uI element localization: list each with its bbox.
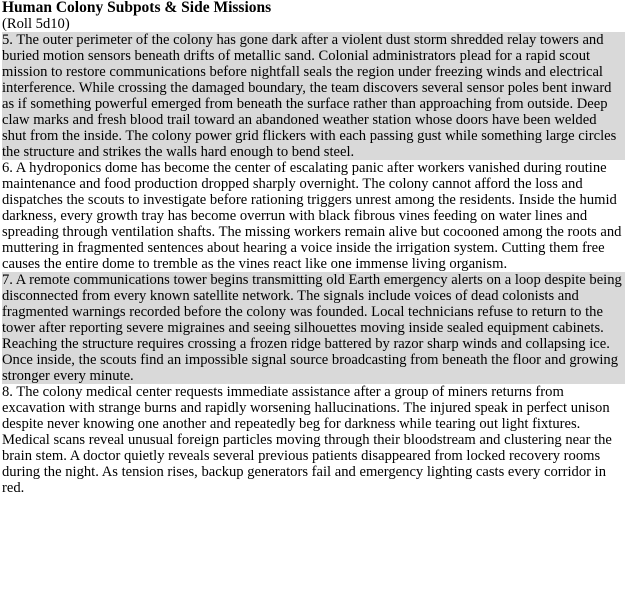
document-title: Human Colony Subpots & Side Missions [2, 0, 272, 16]
mission-entry-8: 8. The colony medical center requests immediate assistance after a group of miners returns from excavation with strange burns and rapidly worsening hallucinations. The injured speak in perfect unison despite never knowing one another and repeatedly beg for darkness while tearing out light fixtures. Medical scans reveal unusual foreign particles moving through their bloodstream and clustering near the brain stem. A doctor quietly reveals several previous patients disappeared from locked recovery rooms during the night. As tension rises, backup generators fail and emergency lighting casts every corridor in red. [2, 384, 612, 496]
mission-entry-7: 7. A remote communications tower begins transmitting old Earth emergency alerts on a loop despite being disconnected from every known satellite network. The signals include voices of dead colonists and fragmented warnings recorded before the colony was founded. Local technicians refuse to return to the tower after reporting severe migraines and seeing silhouettes moving inside sealed equipment cabinets. Reaching the structure requires crossing a frozen ridge battered by razor sharp winds and collapsing ice. Once inside, the scouts find an impossible signal source broadcasting from beneath the floor and growing stronger every minute. [2, 272, 625, 384]
mission-entry-6: 6. A hydroponics dome has become the center of escalating panic after workers vanished during routine maintenance and food production dropped sharply overnight. The colony cannot afford the loss and dispatches the scouts to investigate before rationing triggers unrest among the residents. Inside the humid darkness, every growth tray has become overrun with black fibrous vines feeding on water lines and spreading through ventilation shafts. The missing workers remain alive but cocooned among the roots and muttering in fragmented sentences about hearing a voice inside the irrigation system. Cutting them free causes the entire dome to tremble as the vines react like one immense living organism. [2, 160, 622, 272]
roll-instruction: (Roll 5d10) [2, 16, 70, 32]
mission-entry-5: 5. The outer perimeter of the colony has gone dark after a violent dust storm shredded relay towers and buried motion sensors beneath drifts of metallic sand. Colonial administrators plead for a rapid scout mission to restore communications before nightfall seals the region under freezing winds and electrical interference. While crossing the damaged boundary, the team discovers several sensor poles bent inward as if something powerful emerged from beneath the surface rather than approaching from outside. Deep claw marks and fresh blood trail toward an abandoned weather station whose doors have been welded shut from the inside. The colony power grid flickers with each passing gust while something large circles the structure and strikes the walls hard enough to bend steel. [2, 32, 625, 160]
